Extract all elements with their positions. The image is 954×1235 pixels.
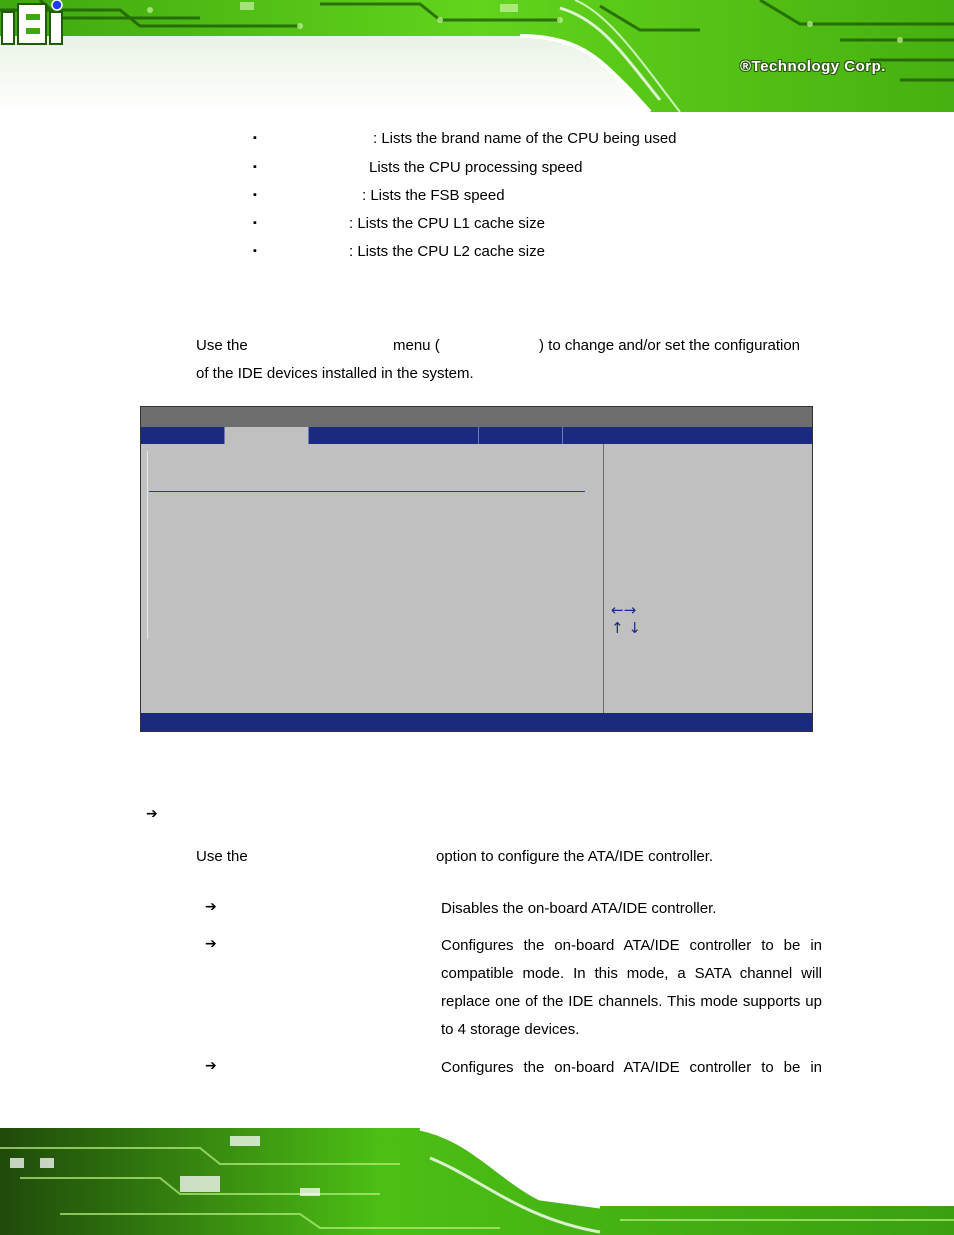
list-item-text: Lists the CPU processing speed <box>369 159 583 176</box>
bullet-marker: ▪ <box>253 161 257 173</box>
bullet-marker: ▪ <box>253 217 257 229</box>
option-line: Disables the on-board ATA/IDE controller. <box>441 900 717 917</box>
bios-tab <box>141 427 225 444</box>
option-line: compatible mode. In this mode, a SATA channel will <box>441 965 822 982</box>
option-line: to 4 storage devices. <box>441 1021 580 1038</box>
bios-panel-divider <box>603 444 604 714</box>
left-right-arrow-icon: ←→ <box>611 601 637 619</box>
option-line: replace one of the IDE channels. This mode supports up <box>441 993 822 1010</box>
intro-part2: menu ( <box>393 337 440 354</box>
option-line: Configures the on-board ATA/IDE controller to be in <box>441 937 822 954</box>
bullet-marker: ▪ <box>253 245 257 257</box>
bios-tab-active <box>225 427 309 444</box>
bios-separator <box>149 491 585 492</box>
header-banner <box>0 0 954 112</box>
list-item-text: : Lists the CPU L2 cache size <box>349 243 545 260</box>
pcb-header-graphic <box>0 0 954 112</box>
bios-status-bar <box>141 713 812 731</box>
bios-screenshot <box>140 406 813 732</box>
section-use-the: Use the <box>196 848 248 865</box>
list-item-text: : Lists the CPU L1 cache size <box>349 215 545 232</box>
list-item-text: : Lists the FSB speed <box>362 187 505 204</box>
brand-name: ®Technology Corp. <box>740 58 886 75</box>
bios-tab <box>479 427 563 444</box>
bios-scroll-edge <box>147 451 148 639</box>
up-down-arrow-icon: ↑ ↓ <box>611 619 641 637</box>
intro-part1: Use the <box>196 337 248 354</box>
section-option-text: option to configure the ATA/IDE controller. <box>436 848 714 865</box>
bios-tab <box>309 427 479 444</box>
bullet-marker: ▪ <box>253 189 257 201</box>
iei-logo-icon <box>0 0 72 46</box>
bios-tab-bar <box>141 427 812 444</box>
bullet-marker: ▪ <box>253 132 257 144</box>
option-line: Configures the on-board ATA/IDE controller to be in <box>441 1059 822 1076</box>
intro-line2: of the IDE devices installed in the system. <box>196 365 474 382</box>
footer-banner <box>0 1128 954 1235</box>
option-arrow-icon: ➔ <box>205 936 217 952</box>
intro-part3: ) to change and/or set the configuration <box>539 337 801 354</box>
bios-title-bar <box>141 407 812 427</box>
section-arrow-icon: ➔ <box>146 806 158 822</box>
bios-help-panel <box>611 601 641 637</box>
list-item-text: : Lists the brand name of the CPU being used <box>373 130 677 147</box>
option-arrow-icon: ➔ <box>205 899 217 915</box>
pcb-footer-graphic <box>0 1128 954 1235</box>
option-arrow-icon: ➔ <box>205 1058 217 1074</box>
option-description <box>441 932 822 1044</box>
option-description <box>441 895 822 923</box>
option-description <box>441 1054 822 1082</box>
